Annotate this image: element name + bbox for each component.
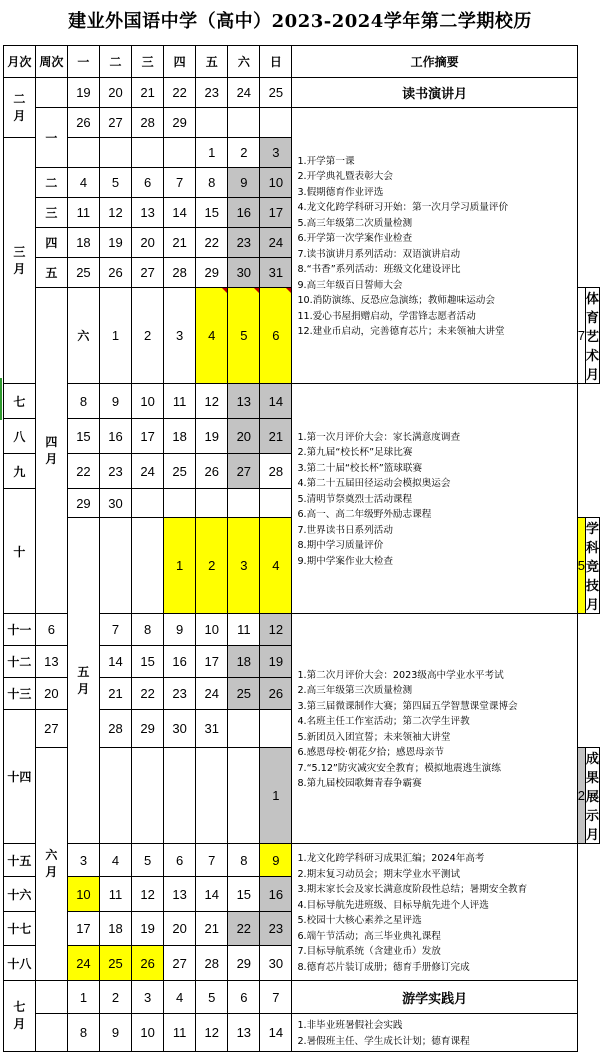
- date-cell: 17: [260, 198, 292, 228]
- date-cell: 30: [260, 946, 292, 981]
- date-cell: 30: [164, 710, 196, 748]
- note-item: 9.高三年级百日誓师大会: [297, 279, 403, 291]
- week-row: [4, 1014, 600, 1052]
- week-label: 八: [4, 419, 36, 454]
- week-label: [35, 78, 67, 108]
- date-cell: 11: [164, 1014, 196, 1052]
- date-cell: 15: [228, 877, 260, 912]
- date-cell: 27: [164, 946, 196, 981]
- week-label: 十六: [4, 877, 36, 912]
- note-item: 7.目标导航系统（含建业币）发放: [297, 946, 441, 957]
- header-wed: 三: [132, 46, 164, 78]
- note-item: 8.德育芯片装订成册；德育手册修订完成: [297, 961, 470, 973]
- section-title: 读书演讲月: [292, 78, 577, 108]
- note-item: 1.第一次月评价大会：家长满意度调查: [297, 431, 461, 443]
- date-cell: 15: [132, 646, 164, 678]
- date-cell: 4: [196, 288, 228, 384]
- date-cell: 5: [577, 518, 585, 614]
- note-item: 7.“5.12”防灾减灾安全教育；模拟地震逃生演练: [297, 762, 501, 774]
- note-item: 8.“书香”系列活动：班级文化建设评比: [297, 264, 461, 275]
- note-item: 6.高一、高二年级野外励志课程: [297, 509, 432, 521]
- date-cell: 6: [228, 981, 260, 1014]
- note-item: 11.爱心书屋捐赠启动，学雷锋志愿者活动: [297, 310, 476, 322]
- month-label: 六 月: [35, 748, 67, 981]
- section-title: 成果展示月: [585, 748, 599, 844]
- header-row: [4, 46, 600, 78]
- week-label: 十二: [4, 646, 36, 678]
- note-item: 6.端午节活动；高三毕业典礼课程: [297, 930, 441, 942]
- date-cell: 9: [99, 384, 131, 419]
- note-item: 5.新团员入团宣誓；未来领袖大讲堂: [297, 731, 451, 743]
- note-item: 3.第三届微课制作大赛；第四届五学智慧课堂课博会: [297, 700, 518, 712]
- section-title: 体育艺术月: [585, 288, 599, 384]
- date-cell: 21: [132, 78, 164, 108]
- date-cell: 24: [132, 454, 164, 489]
- date-cell: 6: [164, 844, 196, 877]
- note-item: 8.期中学习质量评价: [297, 540, 384, 552]
- date-cell: 30: [99, 489, 131, 518]
- date-cell: 18: [99, 912, 131, 946]
- date-cell: 25: [164, 454, 196, 489]
- date-cell: [260, 710, 292, 748]
- note-item: 6.感恩母校·朝花夕拾；感恩母亲节: [297, 747, 444, 758]
- date-cell: 7: [196, 844, 228, 877]
- date-cell: 3: [228, 518, 260, 614]
- header-sat: 六: [228, 46, 260, 78]
- date-cell: 4: [67, 168, 99, 198]
- date-cell: 7: [577, 288, 585, 384]
- week-label: [35, 981, 67, 1014]
- date-cell: 12: [260, 614, 292, 646]
- week-label: 三: [35, 198, 67, 228]
- date-cell: 28: [164, 258, 196, 288]
- date-cell: 27: [99, 108, 131, 138]
- note-item: 1.开学第一课: [297, 155, 355, 167]
- date-cell: 10: [196, 614, 228, 646]
- note-item: 4.名班主任工作室活动；第二次学生评教: [297, 716, 470, 727]
- date-cell: 26: [196, 454, 228, 489]
- date-cell: 13: [35, 646, 67, 678]
- date-cell: 29: [164, 108, 196, 138]
- date-cell: 14: [164, 198, 196, 228]
- date-cell: 19: [132, 912, 164, 946]
- note-item: 2.期末复习动员会；期末学业水平测试: [297, 868, 461, 880]
- note-item: 10.消防演练、反恐应急演练；教师趣味运动会: [297, 295, 495, 306]
- date-cell: 27: [228, 454, 260, 489]
- date-cell: 22: [67, 454, 99, 489]
- date-cell: [132, 489, 164, 518]
- date-cell: 7: [99, 614, 131, 646]
- date-cell: 14: [260, 384, 292, 419]
- date-cell: 8: [228, 844, 260, 877]
- note-item: 7.读书演讲月系列活动：双语演讲启动: [297, 248, 461, 260]
- month-label: 二 月: [4, 78, 36, 138]
- date-cell: 4: [164, 981, 196, 1014]
- date-cell: 10: [132, 1014, 164, 1052]
- note-item: 12.建业币启动，完善德育芯片；未来领袖大讲堂: [297, 326, 505, 337]
- week-row: [4, 78, 600, 108]
- date-cell: 17: [132, 419, 164, 454]
- date-cell: [228, 489, 260, 518]
- date-cell: 3: [132, 981, 164, 1014]
- date-cell: 1: [67, 981, 99, 1014]
- date-cell: 4: [99, 844, 131, 877]
- week-row: [4, 981, 600, 1014]
- date-cell: 19: [260, 646, 292, 678]
- date-cell: 8: [67, 1014, 99, 1052]
- note-item: 3.第二十届“校长杯”篮球联赛: [297, 462, 423, 474]
- date-cell: 20: [164, 912, 196, 946]
- week-label: 十: [4, 489, 36, 614]
- note-item: 1.非毕业班暑假社会实践: [297, 1020, 403, 1031]
- week-label: 十八: [4, 946, 36, 981]
- note-item: 2.高三年级第三次质量检测: [297, 685, 413, 696]
- date-cell: 28: [99, 710, 131, 748]
- note-item: 4.第二十五届田径运动会模拟奥运会: [297, 478, 451, 490]
- date-cell: 10: [132, 384, 164, 419]
- date-cell: 26: [132, 946, 164, 981]
- note-item: 5.校园十大核心素养之星评选: [297, 915, 422, 926]
- section-notes: [292, 614, 577, 844]
- week-label: 十一: [4, 614, 36, 646]
- date-cell: 5: [228, 288, 260, 384]
- date-cell: 7: [164, 168, 196, 198]
- date-cell: 2: [132, 288, 164, 384]
- date-cell: 16: [260, 877, 292, 912]
- week-label: 七: [4, 384, 36, 419]
- date-cell: 13: [228, 384, 260, 419]
- date-cell: [67, 138, 99, 168]
- note-item: 2.暑假班主任、学生成长计划；德育课程: [297, 1035, 470, 1047]
- date-cell: [196, 748, 228, 844]
- date-cell: 25: [260, 78, 292, 108]
- date-cell: 29: [67, 489, 99, 518]
- date-cell: 14: [260, 1014, 292, 1052]
- date-cell: 5: [196, 981, 228, 1014]
- date-cell: 15: [196, 198, 228, 228]
- date-cell: 23: [196, 78, 228, 108]
- date-cell: 29: [228, 946, 260, 981]
- note-item: 1.龙文化跨学科研习成果汇编；2024年高考: [297, 853, 485, 864]
- date-cell: 11: [99, 877, 131, 912]
- date-cell: 16: [164, 646, 196, 678]
- date-cell: 3: [164, 288, 196, 384]
- date-cell: 21: [260, 419, 292, 454]
- week-label: 十三: [4, 678, 36, 710]
- date-cell: 10: [260, 168, 292, 198]
- date-cell: 15: [67, 419, 99, 454]
- note-item: 4.目标导航先进班级、目标导航先进个人评选: [297, 899, 489, 911]
- date-cell: [164, 138, 196, 168]
- note-item: 8.第九届校园歌舞青春争霸赛: [297, 778, 422, 789]
- section-title: 游学实践月: [292, 981, 577, 1014]
- date-cell: 16: [99, 419, 131, 454]
- month-label: 四 月: [35, 288, 67, 614]
- note-item: 5.清明节祭奠烈士活动课程: [297, 493, 413, 505]
- date-cell: 22: [196, 228, 228, 258]
- section-notes: [292, 844, 577, 981]
- week-label: 四: [35, 228, 67, 258]
- section-notes: [292, 108, 577, 384]
- date-cell: 21: [164, 228, 196, 258]
- week-label: 五: [35, 258, 67, 288]
- date-cell: 26: [99, 258, 131, 288]
- date-cell: 18: [164, 419, 196, 454]
- date-cell: 13: [228, 1014, 260, 1052]
- date-cell: 24: [67, 946, 99, 981]
- section-title: 学科竞技月: [585, 518, 599, 614]
- date-cell: 12: [196, 1014, 228, 1052]
- row-marker: [0, 378, 2, 420]
- note-item: 6.开学第一次学案作业检查: [297, 233, 413, 244]
- date-cell: 20: [132, 228, 164, 258]
- date-cell: 19: [196, 419, 228, 454]
- date-cell: 28: [132, 108, 164, 138]
- date-cell: 24: [260, 228, 292, 258]
- date-cell: 16: [228, 198, 260, 228]
- date-cell: 13: [132, 198, 164, 228]
- date-cell: 19: [99, 228, 131, 258]
- date-cell: 2: [228, 138, 260, 168]
- date-cell: 7: [260, 981, 292, 1014]
- date-cell: 5: [132, 844, 164, 877]
- date-cell: [228, 710, 260, 748]
- month-label: 三 月: [4, 138, 36, 384]
- header-mon: 一: [67, 46, 99, 78]
- date-cell: 12: [132, 877, 164, 912]
- date-cell: [164, 748, 196, 844]
- date-cell: 19: [67, 78, 99, 108]
- date-cell: 31: [196, 710, 228, 748]
- week-label: [35, 1014, 67, 1052]
- section-notes: [292, 1014, 577, 1052]
- week-row: [4, 384, 600, 419]
- date-cell: [132, 748, 164, 844]
- date-cell: 2: [196, 518, 228, 614]
- date-cell: [164, 489, 196, 518]
- date-cell: 18: [228, 646, 260, 678]
- week-label: 十七: [4, 912, 36, 946]
- date-cell: 9: [260, 844, 292, 877]
- date-cell: 6: [260, 288, 292, 384]
- date-cell: 23: [164, 678, 196, 710]
- note-item: 3.期末家长会及家长满意度阶段性总结；暑期安全教育: [297, 884, 528, 895]
- date-cell: [196, 489, 228, 518]
- date-cell: [196, 108, 228, 138]
- date-cell: 28: [260, 454, 292, 489]
- date-cell: 3: [260, 138, 292, 168]
- section-notes: [292, 384, 577, 614]
- date-cell: 23: [99, 454, 131, 489]
- date-cell: 14: [99, 646, 131, 678]
- date-cell: 29: [132, 710, 164, 748]
- date-cell: 1: [164, 518, 196, 614]
- week-row: [4, 108, 600, 138]
- date-cell: [228, 748, 260, 844]
- date-cell: [132, 138, 164, 168]
- note-item: 1.第二次月评价大会：2023级高中学业水平考试: [297, 669, 504, 681]
- date-cell: 12: [196, 384, 228, 419]
- date-cell: 29: [196, 258, 228, 288]
- date-cell: 6: [132, 168, 164, 198]
- date-cell: 10: [67, 877, 99, 912]
- week-label: 二: [35, 168, 67, 198]
- date-cell: 1: [196, 138, 228, 168]
- header-week: 周次: [35, 46, 67, 78]
- calendar-table: [3, 45, 600, 1052]
- week-label: 十五: [4, 844, 36, 877]
- date-cell: 25: [228, 678, 260, 710]
- header-tue: 二: [99, 46, 131, 78]
- date-cell: 17: [67, 912, 99, 946]
- date-cell: 5: [99, 168, 131, 198]
- date-cell: 3: [67, 844, 99, 877]
- date-cell: 8: [196, 168, 228, 198]
- date-cell: 9: [228, 168, 260, 198]
- date-cell: 17: [196, 646, 228, 678]
- date-cell: 31: [260, 258, 292, 288]
- date-cell: 11: [228, 614, 260, 646]
- date-cell: 24: [228, 78, 260, 108]
- note-item: 7.世界读书日系列活动: [297, 524, 393, 536]
- note-item: 3.假期德育作业评选: [297, 186, 384, 198]
- week-label: 一: [35, 108, 67, 168]
- date-cell: 9: [99, 1014, 131, 1052]
- date-cell: 13: [164, 877, 196, 912]
- date-cell: 14: [196, 877, 228, 912]
- date-cell: 1: [260, 748, 292, 844]
- note-item: 9.期中学案作业大检查: [297, 555, 393, 567]
- date-cell: [260, 108, 292, 138]
- week-label: 十四: [4, 710, 36, 844]
- date-cell: 26: [67, 108, 99, 138]
- note-item: 4.龙文化跨学科研习开始：第一次月学习质量评价: [297, 202, 509, 213]
- date-cell: 22: [164, 78, 196, 108]
- date-cell: 22: [228, 912, 260, 946]
- header-thu: 四: [164, 46, 196, 78]
- header-sun: 日: [260, 46, 292, 78]
- date-cell: 12: [99, 198, 131, 228]
- date-cell: [228, 108, 260, 138]
- date-cell: 6: [35, 614, 67, 646]
- date-cell: 26: [260, 678, 292, 710]
- month-label: 五 月: [67, 518, 99, 844]
- note-item: 2.开学典礼暨表彰大会: [297, 171, 393, 182]
- date-cell: 8: [132, 614, 164, 646]
- date-cell: [99, 518, 131, 614]
- header-fri: 五: [196, 46, 228, 78]
- date-cell: 27: [35, 710, 67, 748]
- header-summary: 工作摘要: [292, 46, 577, 78]
- date-cell: 21: [196, 912, 228, 946]
- date-cell: [132, 518, 164, 614]
- date-cell: 21: [99, 678, 131, 710]
- note-item: 5.高三年级第二次质量检测: [297, 217, 413, 229]
- date-cell: 25: [67, 258, 99, 288]
- date-cell: 4: [260, 518, 292, 614]
- date-cell: 18: [67, 228, 99, 258]
- date-cell: 8: [67, 384, 99, 419]
- date-cell: 20: [99, 78, 131, 108]
- month-label: 七 月: [4, 981, 36, 1052]
- date-cell: 20: [228, 419, 260, 454]
- date-cell: 1: [99, 288, 131, 384]
- date-cell: [99, 748, 131, 844]
- date-cell: 24: [196, 678, 228, 710]
- week-label: 九: [4, 454, 36, 489]
- date-cell: 2: [577, 748, 585, 844]
- date-cell: 22: [132, 678, 164, 710]
- header-month: 月次: [4, 46, 36, 78]
- date-cell: 11: [67, 198, 99, 228]
- page-title: 建业外国语中学（高中）2023-2024学年第二学期校历: [68, 11, 532, 32]
- week-label: 六: [67, 288, 99, 384]
- note-item: 2.第九届“校长杯”足球比赛: [297, 447, 413, 459]
- date-cell: 30: [228, 258, 260, 288]
- date-cell: 20: [35, 678, 67, 710]
- date-cell: 23: [228, 228, 260, 258]
- date-cell: [260, 489, 292, 518]
- date-cell: 9: [164, 614, 196, 646]
- date-cell: 11: [164, 384, 196, 419]
- week-row: [4, 844, 600, 877]
- date-cell: 2: [99, 981, 131, 1014]
- date-cell: 23: [260, 912, 292, 946]
- date-cell: 27: [132, 258, 164, 288]
- date-cell: [99, 138, 131, 168]
- date-cell: 28: [196, 946, 228, 981]
- date-cell: 25: [99, 946, 131, 981]
